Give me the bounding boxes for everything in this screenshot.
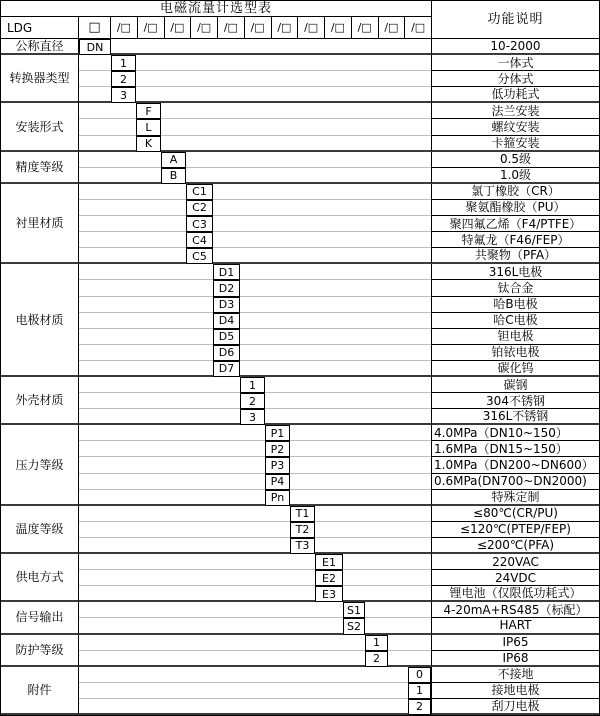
filler-cell [79,216,186,232]
option-code-cell: E3 [315,586,343,602]
category-label: 温度等级 [1,506,79,554]
filler-cell [161,103,431,119]
option-description-cell: 316L不锈钢 [431,409,599,425]
option-code-cell: T3 [290,538,315,554]
filler-cell [79,280,213,296]
filler-cell [240,329,431,345]
filler-cell [240,264,431,280]
option-description-cell: 接地电极 [431,683,599,699]
filler-cell [265,409,431,425]
option-description-cell: 碳化钨 [431,361,599,377]
category-label: 衬里材质 [1,184,79,264]
filler-cell [79,136,136,152]
filler-cell [79,168,161,184]
filler-cell [213,232,431,248]
option-code-cell: 3 [111,87,136,103]
filler-cell [79,345,213,361]
filler-cell [79,699,408,715]
model-first-box: □ [79,17,111,39]
filler-cell [79,152,161,168]
option-code-cell: K [136,136,161,152]
option-code-cell: C2 [186,200,213,216]
option-code-cell: 1 [365,635,388,651]
filler-cell [315,506,431,522]
option-description-cell: 24VDC [431,570,599,586]
option-description-cell: IP68 [431,651,599,667]
option-code-cell: 1 [408,683,431,699]
model-slot-cell: /□ [298,17,325,38]
option-code-cell: Pn [265,490,290,506]
filler-cell [161,136,431,152]
model-slot-cell: /□ [379,17,406,38]
option-description-cell: 聚四氟乙烯（F4/PTFE） [431,216,599,232]
option-description-cell: 304不锈钢 [431,393,599,409]
filler-cell [79,184,186,200]
filler-cell [213,184,431,200]
filler-cell [79,71,111,87]
filler-cell [79,425,265,441]
option-description-cell: 卡箍安装 [431,136,599,152]
option-description-cell: 法兰安装 [431,103,599,119]
option-description-cell: 共聚物（PFA） [431,248,599,264]
option-code-cell: 1 [111,55,136,71]
filler-cell [79,313,213,329]
option-code-cell: D5 [213,329,240,345]
filler-cell [79,441,265,457]
filler-cell [79,248,186,264]
option-code-cell: E1 [315,554,343,570]
option-description-cell: 哈C电极 [431,313,599,329]
filler-cell [365,618,431,634]
option-code-cell: S1 [343,602,365,618]
filler-cell [315,522,431,538]
option-description-cell: 4.0MPa（DN10~150） [431,425,599,441]
filler-cell [79,103,136,119]
filler-cell [79,87,111,103]
category-label: 公称直径 [1,39,79,55]
filler-cell [79,361,213,377]
filler-cell [79,570,315,586]
model-slot-cell: /□ [411,21,426,34]
option-description-cell: 碳钢 [431,377,599,393]
category-label: 供电方式 [1,554,79,602]
option-code-cell: S2 [343,618,365,634]
option-description-cell: HART [431,618,599,634]
filler-cell [343,586,431,602]
option-code-cell: D4 [213,313,240,329]
filler-cell [213,216,431,232]
filler-cell [79,297,213,313]
option-code-cell: 2 [408,699,431,715]
filler-cell [79,651,365,667]
option-code-cell: A [161,152,186,168]
filler-cell [388,635,431,651]
option-code-cell: 3 [240,409,265,425]
filler-cell [79,490,265,506]
option-code-cell: P4 [265,474,290,490]
option-code-cell: T1 [290,506,315,522]
filler-cell [79,232,186,248]
option-code-cell: B [161,168,186,184]
option-description-cell: 1.0级 [431,168,599,184]
filler-cell [79,474,265,490]
option-code-cell: D7 [213,361,240,377]
filler-cell [240,297,431,313]
option-description-cell: 220VAC [431,554,599,570]
category-label: 电极材质 [1,264,79,377]
option-description-cell: 1.6MPa（DN15~150） [431,441,599,457]
option-description-cell: 特氟龙（F46/FEP） [431,232,599,248]
filler-cell [290,457,431,473]
option-code-cell: P1 [265,425,290,441]
model-slot-cell: /□ [111,17,138,38]
model-slot-cell: /□ [218,17,245,38]
filler-cell [265,393,431,409]
option-description-cell: 锂电池（仅限低功耗式） [431,586,599,602]
filler-cell [79,264,213,280]
filler-cell [79,457,265,473]
option-description-cell: IP65 [431,635,599,651]
model-slot-cell: /□ [325,17,352,38]
model-prefix: LDG [1,17,79,39]
option-description-cell: ≤200℃(PFA) [431,538,599,554]
option-description-cell: 0.6MPa(DN700~DN2000) [431,474,599,490]
filler-cell [365,602,431,618]
category-label: 信号输出 [1,602,79,634]
category-label: 附件 [1,667,79,715]
option-description-cell: 特殊定制 [431,490,599,506]
filler-cell [79,602,343,618]
filler-cell [136,87,431,103]
option-description-cell: 钛合金 [431,280,599,296]
filler-cell [79,554,315,570]
option-code-cell: E2 [315,570,343,586]
option-description-cell: 316L电极 [431,264,599,280]
category-label: 压力等级 [1,425,79,505]
option-description-cell: 铂铱电极 [431,345,599,361]
option-description-cell: 分体式 [431,71,599,87]
filler-cell [213,248,431,264]
option-description-cell: ≤120℃(PTEP/FEP) [431,522,599,538]
filler-cell [79,586,315,602]
option-code-cell: D3 [213,297,240,313]
option-code-cell: DN [79,39,111,55]
category-label: 转换器类型 [1,55,79,103]
option-description-cell: 钽电极 [431,329,599,345]
option-code-cell: 1 [240,377,265,393]
filler-cell [79,538,290,554]
category-label: 防护等级 [1,635,79,667]
filler-cell [240,313,431,329]
filler-cell [240,345,431,361]
model-slot-cell: /□ [138,17,165,38]
model-slot-cell: /□ [272,17,299,38]
filler-cell [290,425,431,441]
category-label: 外壳材质 [1,377,79,425]
option-code-cell: 0 [408,667,431,683]
filler-cell [290,441,431,457]
model-code-slots [111,17,431,39]
filler-cell [388,651,431,667]
filler-cell [136,71,431,87]
filler-cell [79,55,111,71]
filler-cell [265,377,431,393]
option-code-cell: 2 [111,71,136,87]
option-description-cell: 低功耗式 [431,87,599,103]
model-slot-cell: /□ [165,17,192,38]
filler-cell [290,474,431,490]
filler-cell [161,119,431,135]
option-description-cell: 0.5级 [431,152,599,168]
filler-cell [290,490,431,506]
option-code-cell: D6 [213,345,240,361]
category-label: 精度等级 [1,152,79,184]
option-description-cell: 一体式 [431,55,599,71]
option-description-cell: 10-2000 [431,39,599,55]
option-code-cell: D2 [213,280,240,296]
option-description-cell: 氯丁橡胶（CR） [431,184,599,200]
option-description-cell: ≤80℃(CR/PU) [431,506,599,522]
filler-cell [79,683,408,699]
filler-cell [136,55,431,71]
option-description-cell: 刮刀电极 [431,699,599,715]
filler-cell [343,570,431,586]
model-slot-cell: /□ [352,17,379,38]
filler-cell [79,393,240,409]
filler-cell [79,506,290,522]
filler-cell [315,538,431,554]
table-title: 电磁流量计选型表 [1,1,431,17]
option-code-cell: P3 [265,457,290,473]
option-description-cell: 1.0MPa（DN200~DN600） [431,457,599,473]
model-slot-cell: /□ [245,17,272,38]
option-code-cell: P2 [265,441,290,457]
filler-cell [111,39,431,55]
filler-cell [79,329,213,345]
option-description-cell: 聚氨酯橡胶（PU） [431,200,599,216]
option-code-cell: C3 [186,216,213,232]
option-code-cell: D1 [213,264,240,280]
filler-cell [79,635,365,651]
option-description-cell: 不接地 [431,667,599,683]
option-code-cell: C4 [186,232,213,248]
filler-cell [79,667,408,683]
option-code-cell: 2 [240,393,265,409]
filler-cell [79,119,136,135]
option-code-cell: C1 [186,184,213,200]
filler-cell [343,554,431,570]
category-label: 安装形式 [1,103,79,151]
filler-cell [240,280,431,296]
option-code-cell: F [136,103,161,119]
option-code-cell: C5 [186,248,213,264]
option-description-cell: 哈B电极 [431,297,599,313]
filler-cell [240,361,431,377]
filler-cell [186,168,431,184]
filler-cell [79,618,343,634]
function-description-header: 功能说明 [431,1,599,39]
filler-cell [79,522,290,538]
option-description-cell: 螺纹安装 [431,119,599,135]
option-code-cell: 2 [365,651,388,667]
option-code-cell: L [136,119,161,135]
option-code-cell: T2 [290,522,315,538]
model-slot-cell: /□ [191,17,218,38]
filler-cell [213,200,431,216]
filler-cell [186,152,431,168]
filler-cell [79,377,240,393]
filler-cell [79,409,240,425]
option-description-cell: 4-20mA+RS485（标配） [431,602,599,618]
filler-cell [79,200,186,216]
